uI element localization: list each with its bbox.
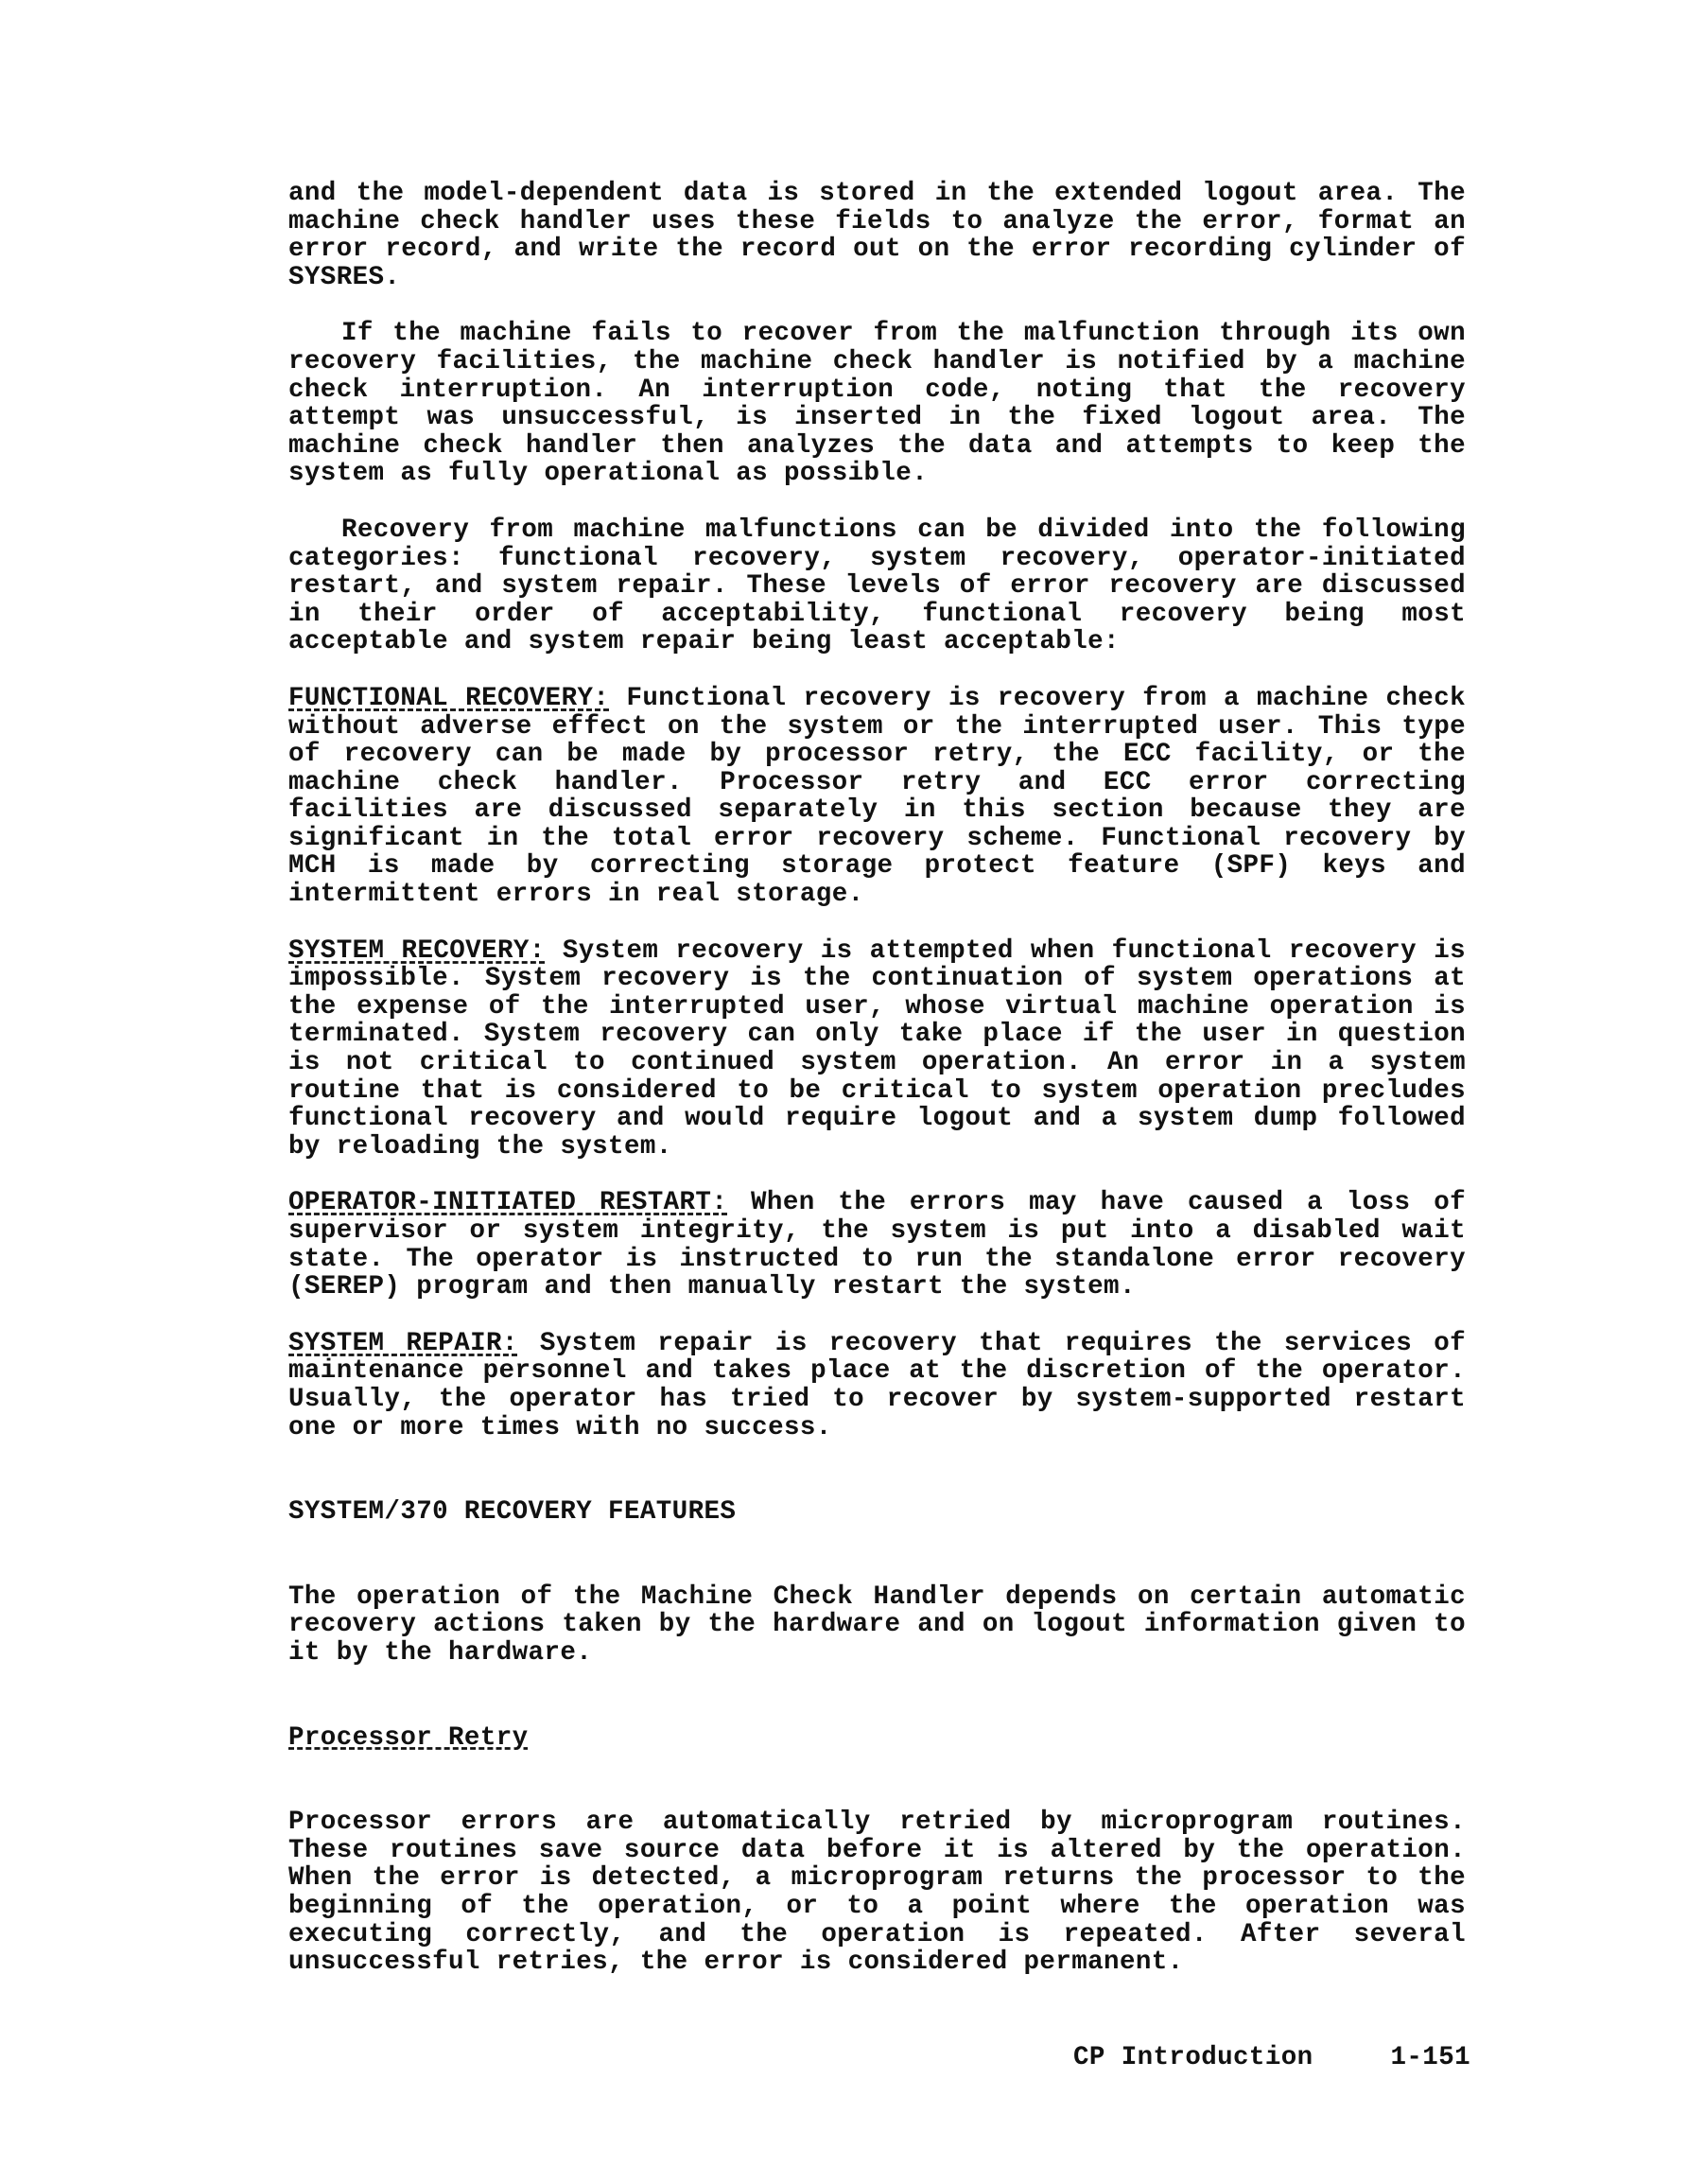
term-functional-recovery: FUNCTIONAL RECOVERY: [288, 683, 610, 713]
paragraph-system-recovery [288, 937, 1466, 1162]
paragraph-machine-check-interruption: If the machine fails to recover from the malfunction through its own recovery facilities, the machine check handler is notified by a machine check interruption. An interruption code, noting that the recovery attempt was unsuccessful, is inserted in the fixed logout area. The machine check handler then analyzes the data and attempts to keep the system as fully operational as possible. [288, 319, 1466, 489]
paragraph-recovery-categories: Recovery from machine malfunctions can be divided into the following categories: functional recovery, system recovery, operator-initiated restart, and system repair. These levels of error recovery are discussed in their order of acceptability, functional recovery being most acceptable and system repair being least acceptable: [288, 515, 1466, 657]
paragraph-operator-initiated-restart [288, 1189, 1466, 1301]
term-operator-initiated-restart: OPERATOR-INITIATED RESTART: [288, 1188, 728, 1218]
text-functional-recovery: Functional recovery is recovery from a machine check without adverse effect on the system or the interrupted user. This type of recovery can be made by processor retry, the ECC facility, or the machine check handler. Processor retry and ECC error correcting facilities are discussed separately in this section because they are significant in the total error recovery scheme. Functional recovery by MCH is made by correcting storage protect feature (SPF) keys and intermittent errors in real storage. [288, 683, 1466, 910]
paragraph-mch-logout: and the model-dependent data is stored in the extended logout area. The machine check handler uses these fields to analyze the error, format an error record, and write the record out on the error recording cylinder of SYSRES. [288, 179, 1466, 292]
term-system-recovery: SYSTEM RECOVERY: [288, 935, 546, 966]
paragraph-processor-retry: Processor errors are automatically retried by microprogram routines. These routines save source data before it is altered by the operation. When the error is detected, a microprogram returns the processor to the beginning of the operation, or to a point where the operation was executing correctly, and the operation is repeated. After several unsuccessful retries, the error is considered permanent. [288, 1808, 1466, 1978]
sub-heading-processor-retry: Processor Retry [288, 1722, 529, 1753]
paragraph-recovery-features: The operation of the Machine Check Handler depends on certain automatic recovery actions taken by the hardware and on logout information given to it by the hardware. [288, 1581, 1466, 1668]
section-heading: SYSTEM/370 RECOVERY FEATURES [288, 1497, 737, 1528]
term-system-repair: SYSTEM REPAIR: [288, 1328, 518, 1358]
paragraph-system-repair [288, 1330, 1466, 1441]
text-system-recovery: System recovery is attempted when functional recovery is impossible. System recovery is the continuation of system operations at the expense of the interrupted user, whose virtual machine operation is terminated. System recovery can only take place if the user in question is not critical to continued system operation. An error in a system routine that is considered to be critical to system operation precludes functional recovery and would require logout and a system dump followed by reloading the system. [288, 935, 1466, 1162]
text-operator-initiated-restart: When the errors may have caused a loss of supervisor or system integrity, the system is put into a disabled wait state. The operator is instructed to run the standalone error recovery (SEREP) program and then manually restart the system. [288, 1188, 1467, 1302]
page-number: 1-151 [1390, 2043, 1470, 2072]
footer-title: CP Introduction [1073, 2043, 1313, 2072]
page-footer [1073, 2043, 1470, 2072]
document-page [288, 180, 1466, 2005]
paragraph-functional-recovery [288, 685, 1466, 909]
text-system-repair: System repair is recovery that requires the services of maintenance personnel and takes place at the discretion of the operator. Usually, the operator has tried to recover by system-supported restart one or more times with no success. [288, 1328, 1467, 1442]
